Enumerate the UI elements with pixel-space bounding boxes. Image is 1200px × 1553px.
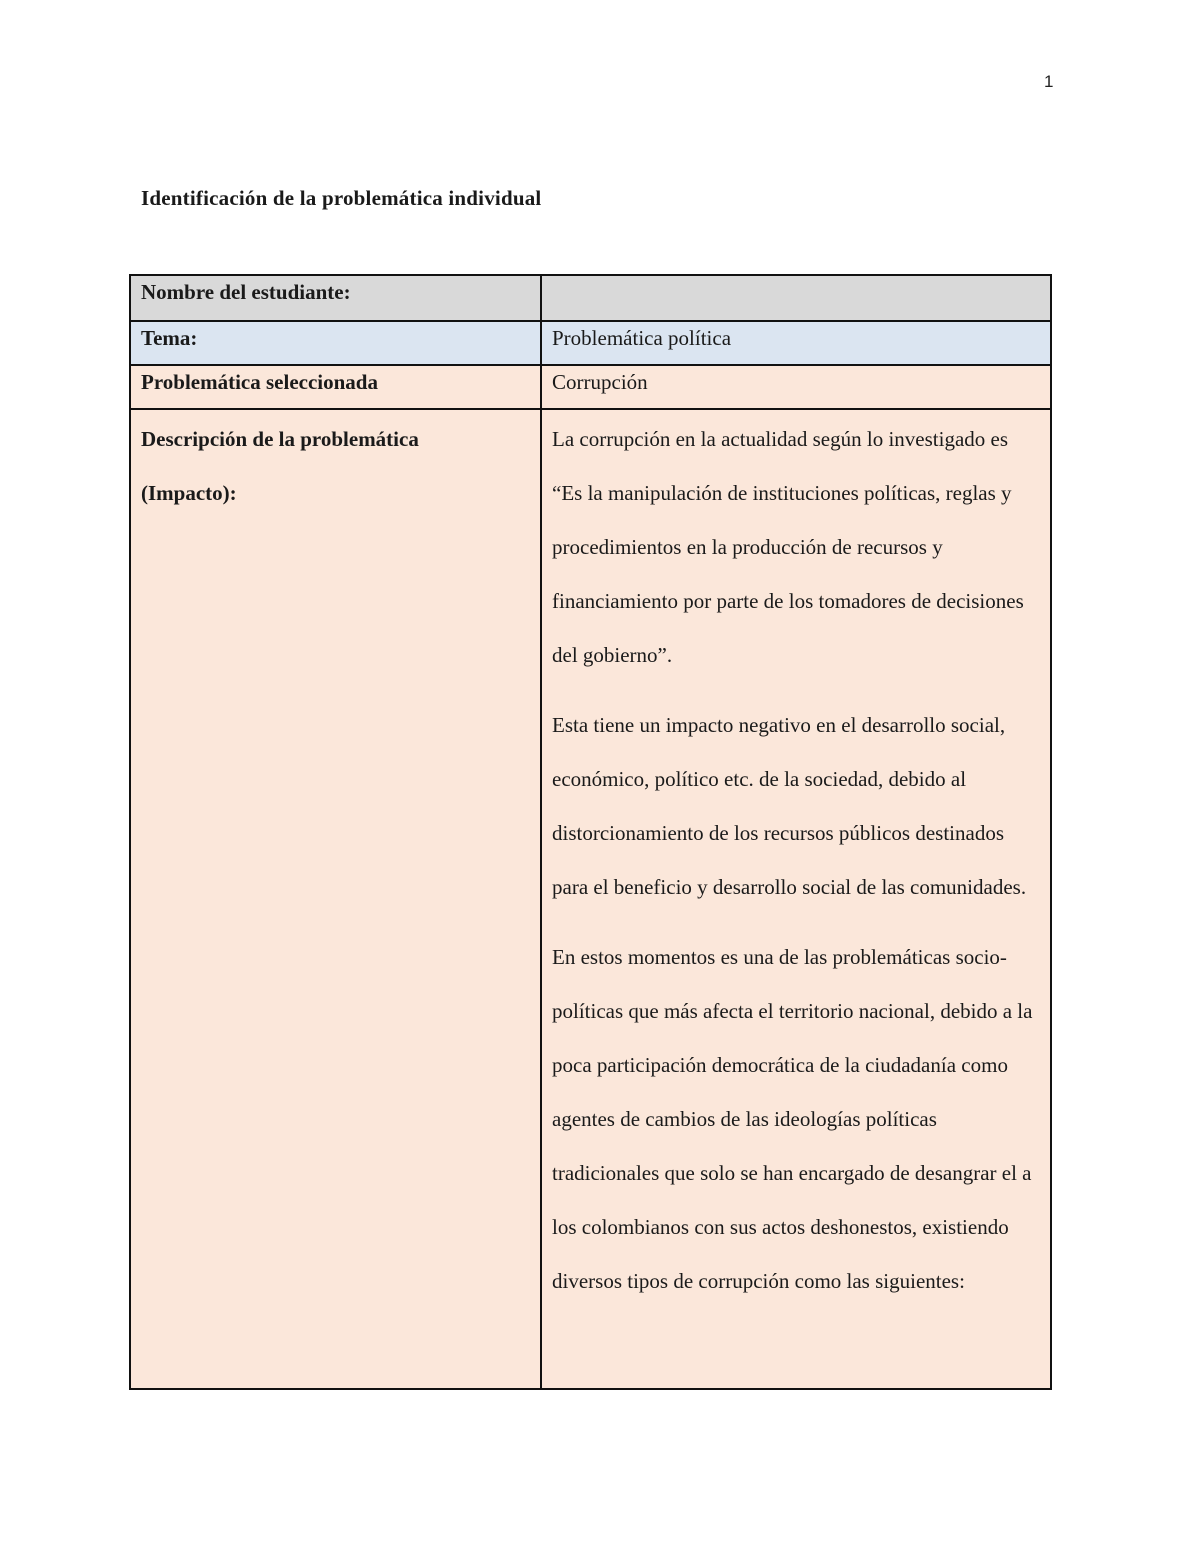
selected-problem-value: Corrupción <box>541 365 1051 409</box>
description-label: Descripción de la problemática <box>141 427 419 451</box>
description-paragraph-3: En estos momentos es una de las problemáticas socio-políticas que más afecta el territorio nacional, debido a la poca participación democrática de la ciudadanía como agentes de cambios de las ideologías políticas tradicionales que solo se han encargado de desangrar el a los colombianos con sus actos deshonestos, existiendo diversos tipos de corrupción como las siguientes: <box>552 945 1033 1293</box>
selected-problem-label: Problemática seleccionada <box>130 365 541 409</box>
description-paragraph-2: Esta tiene un impacto negativo en el desarrollo social, económico, político etc. de la sociedad, debido al distorcionamiento de los recursos públicos destinados para el beneficio y desarrollo social de las comunidades. <box>552 713 1027 899</box>
table-row-selected-problem <box>130 365 1051 409</box>
topic-label: Tema: <box>130 321 541 365</box>
table-row-topic <box>130 321 1051 365</box>
student-name-value[interactable] <box>541 275 1051 321</box>
document-title: Identificación de la problemática individual <box>141 186 542 210</box>
table-row-description <box>130 409 1051 1389</box>
problem-identification-table <box>129 274 1052 1390</box>
student-name-label: Nombre del estudiante: <box>130 275 541 321</box>
description-paragraph-1: La corrupción en la actualidad según lo investigado es “Es la manipulación de instituciones políticas, reglas y procedimientos en la producción de recursos y financiamiento por parte de los tomadores de decisiones del gobierno”. <box>552 427 1024 667</box>
topic-value: Problemática política <box>541 321 1051 365</box>
description-text-cell <box>541 409 1051 1389</box>
page-number: 1 <box>1044 72 1054 91</box>
impact-label: (Impacto): <box>141 481 237 505</box>
description-label-cell <box>130 409 541 1389</box>
table-row-student <box>130 275 1051 321</box>
